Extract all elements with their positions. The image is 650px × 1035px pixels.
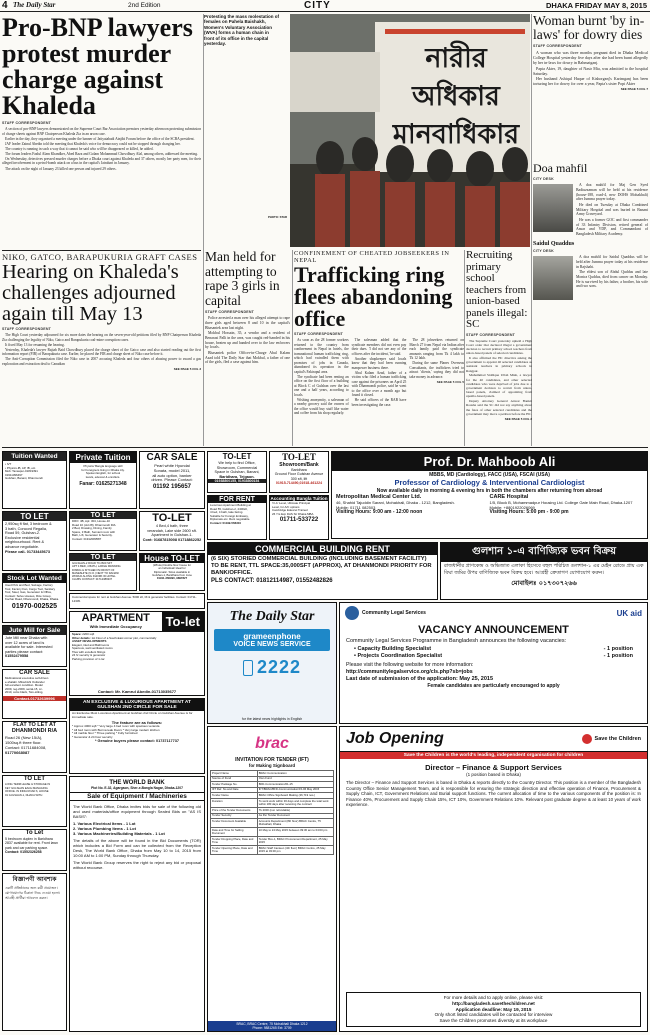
story-trafficking-col3: The 28 jobseekers returned on March 27 from Nepal via Indian after each family paid the syndicate amounts ranging from Tk 4 lakh to Tk 12 lakh. During the same Planes Overseas Consultants, the traffickers tried to attract 'clients,' saying they did not take money in advance. SEE PAGE 5 COL 5 — [409, 338, 464, 385]
brac-table-value: BRAC Office Signboard Making (26,719 nos.) — [257, 793, 333, 799]
ad-car-sale[interactable] — [139, 451, 205, 509]
brac-table-row — [211, 837, 334, 846]
ad-to-let-office-title: TO LET — [23, 776, 46, 782]
story-rape-byline: STAFF CORRESPONDENT — [205, 310, 255, 314]
ad-apartment-subtitle: With Immediate Occupancy — [89, 624, 142, 629]
story-trafficking-kicker: CONFINEMENT OF CHEATED JOBSEEKERS IN NEPAL — [294, 250, 450, 264]
brac-table-label: Date and Time for Selling Document — [211, 828, 258, 837]
ad-world-bank-address: Plot No. E-32, Agargaon, Sher-e-Bangla Nagar, Dhaka-1207 — [91, 786, 183, 790]
brac-table-value: Own Fund — [257, 776, 333, 782]
story-teachers-headline[interactable]: Recruiting primary school teachers from union-based panels illegal: SC — [466, 250, 528, 330]
ad-gulshan-bengali-body: রাজধানীর প্রাণকেন্দ্র ও অভিজাত এলাকা হিসেবে বহুল পরিচিত গুলশান-১ এর মেইন রোডে প্রায় এক বিঘা জমির উপর বাণিজ্যিক ভবন বিক্রয় হবে। আগ্রহী ক্রেতাগণ যোগাযোগ করুন। — [444, 563, 644, 576]
ad-brac-tender[interactable] — [207, 726, 337, 1032]
obituary-headline: Doa mahfil — [533, 162, 588, 175]
brac-table-label: Duration — [211, 798, 258, 807]
ad-commercial-building[interactable] — [207, 542, 438, 600]
protest-banner-text: নারীর অধিকার মানবাধিকার — [392, 43, 520, 150]
brac-table-label: Tender Security — [211, 813, 258, 819]
ad-gulshan-bengali-title: গুলশান ১-এ বাণিজ্যিক ভবন বিক্রয় — [441, 543, 647, 562]
brac-table-row — [211, 819, 334, 828]
ad-gulshan-bengali-phone: মোবাইলঃ ০১৭৩০৭২৬৬ — [511, 579, 577, 587]
story-teachers — [466, 250, 532, 446]
section-label: CITY — [304, 0, 331, 11]
uk-aid-logo: UK aid — [616, 608, 642, 618]
ad-tuition-wanted[interactable] — [2, 451, 67, 509]
ad-prof-mahboob[interactable] — [331, 451, 648, 539]
brac-table-value: 10 May to 24 May 2015 between 09:30 am to 04:00 pm — [257, 828, 333, 837]
brac-table-label: Tender Dropping Place, Date and Time — [211, 837, 258, 846]
story-trafficking — [294, 250, 464, 446]
ad-jute-mill-lines: Jute Mill near Dhaka with over 12 acres of land is available for sale. Interested parties please contact: 01552479558 — [5, 636, 53, 658]
masthead — [0, 0, 650, 12]
brac-table-label: Tender Document Available — [211, 819, 258, 828]
ad-to-let-office[interactable] — [2, 775, 67, 827]
job-tagline: Save the Children is the world's leading, independent organisation for children — [340, 752, 647, 759]
story-trafficking-col2: The salesman added that the syndicate members did not even pay their dues. 'I did not see any of the officers after the incident,' he said. Another shopkeeper said locals knew that they had been running manpower business there. Abul Kalam Azad, father of a victim who filed a human trafficking case against the prisoners on April 25 with Dhanmondi police, said he went to the office over a month ago but found it closed. He said officers of the RAB have been investigating the case. — [351, 338, 407, 407]
brac-table-value: Accounts Department (8th floor) BRAC Centre, 75 Mohakhali, Dhaka — [257, 819, 333, 828]
ad-to-let-dhanmondi-title: TO LET — [70, 512, 136, 519]
ad-community-legal[interactable] — [339, 602, 648, 724]
protest-photo — [290, 14, 530, 247]
story-rape-headline[interactable]: Man held for attempting to rape 3 girls in capital — [205, 250, 280, 308]
save-children-icon — [582, 734, 592, 744]
ad-private-tuition[interactable] — [69, 451, 137, 509]
ad-to-let-gulshan2-lines: GULSHAN-2 ROAD 79 2600 SFT APT 4 BED, 4 BATH, LARGE DRAWING DINING & KITCHEN IN FRONT OF MANESHITE (N.O.) NEXT TO DANANI WORLD ALONG DHORK ID HOTEL CLUBS CONTACT: 01712389337 — [72, 562, 121, 582]
ad-house-to-let-lines: (Whole) Double floor house for an Individual/ Ideal for Diplomatic. Sizes available in Gulshan-1, Baridhara from June 01911-360990, 9897827 — [152, 563, 192, 581]
story-dowry-headline[interactable]: Woman burnt 'by in-laws' for dowry dies — [533, 14, 645, 42]
cls-vacancy-list — [340, 645, 647, 661]
brac-table-label: Tender Package No. — [211, 782, 258, 788]
obituary-photo-2 — [533, 256, 573, 300]
ad-flat-dhanmondi-lines: Road 26 (New 15/A), 1500sq.ft three floor. Contact: 01711684008, 01770668087 — [5, 735, 47, 755]
job-title: Job Opening — [346, 730, 444, 747]
voice-news-footer: for the latest news highlights in English — [241, 717, 303, 721]
ad-for-rent-lines: Luxurious Apartment Building at Road 55, Gulshan-2, 2400sft, 4 bed, 4 bath, lake facing. Suitable for Foreign Embassy, Diplomats etc. Rent negotiable. Contact: 01199-566310 — [210, 503, 251, 525]
ad-world-bank-closing: The World Bank Group reserves the right to reject any bid or proposal without recourse. — [73, 860, 201, 870]
ad-to-let-duplex-title: To Let — [25, 830, 44, 836]
paper-name: The Daily Star — [13, 1, 56, 9]
ad-to-let-concord[interactable] — [2, 511, 67, 571]
photo-credit: PHOTO: STAR — [268, 215, 288, 219]
brac-table-row — [211, 846, 334, 855]
brac-table-label: Tender Opening Place, Date and Time — [211, 846, 258, 855]
ad-car-sale-lines: Pearl white Hyundai Sonata, model 2011, all auto option, banker driven. Please Contact: — [151, 463, 193, 483]
story-teachers-body: The Supreme Court yesterday upheld a High Court order that declared illegal a government decision to recruit primary school teachers from union-based panels of selected candidates. It also affirmed the HC directive asking the government to appoint 40 selected candidates as assistant teachers in primary schools in Rangpur. Muhammad Siddique Ullah Miah, a lawyer for the 40 candidates, and other selected candidates who were deprived of jobs due to a government decision to recruit from union-based panels, claimed of appointing from upazila-based panels. Deputy Attorney General Anwar Bankir Rousha said the SC did not say anything about the fates of other selected candidates and the government may move a petition before the HC. — [466, 338, 532, 416]
job-apply-box: For more details and to apply online, please visit: http://bangladesh.savethechildren.net Application deadline: May 19, 2015 Only short listed candidates will be contacted for interview Save the Children promotes diversity at its workplace — [346, 992, 641, 1027]
ad-flat-dhanmondi[interactable] — [2, 721, 67, 773]
brac-tender-table — [210, 770, 334, 855]
obituary-second-body: A doa mahfil for Saidul Quaddus will be held after Jumma prayer today at his residence in Rajshahi. The eldest son of Abdul Quddus and late Monira Quddus, died from cancer on Monday. He is survived by his father, a brother, his wife and two sons. — [576, 254, 648, 289]
story-trafficking-headline[interactable]: Trafficking ring flees abandoning office — [294, 262, 453, 331]
brac-footer: BRAC, BRAC Centre, 75 Mohakhali Dhaka 1212 Phone: 9881265 Ext: 3709 — [208, 1021, 336, 1031]
ad-to-let-office-lines: LONG TERM LEASE & STORAGE IN KEY GULSHAN EACH MANAGING OFFICE. IN INDIA ROAD 6, HOUSE 01 GULSHAN-1, DHAKA WITH — [5, 783, 51, 797]
ad-world-bank[interactable] — [69, 776, 205, 1032]
ad-mahboob-credentials: MBBS, MD (Cardiology), FACC (USA), FSCAI (USA) — [429, 472, 550, 478]
story-dowry — [533, 14, 648, 159]
story-niko-body: The High Court yesterday adjourned for six more dates the hearing on the seven-year-old petitions filed by BNP Chairperson Khaleda Zia challenging the legality of Niko, Gatco and Barapukuria coal-mine corruption cases. It fixed May 13 for resuming the hearing. Yesterday, Khaleda's lawyer Rajiab Baid Chowdhury placed the charge sheet of the Gatco case and also started reading out the first information report (FIR) of Barapukuria case. Earlier, he placed the FIR and charge sheet of Niko case before it. The Anti-Corruption Commission filed the Niko case in 2007 accusing Khaleda and four others of abusing power to award a gas exploration and extraction deal to Canadian — [2, 333, 201, 366]
edition-label: 2nd Edition — [128, 2, 161, 9]
ad-mahboob-name: Prof. Dr. Mahboob Ali — [332, 452, 647, 471]
story-niko-see-more[interactable]: SEE PAGE 5 COL 3 — [173, 367, 201, 372]
photo-caption-text: Protesting the mass molestation of females on Pahela Baishakh, Women's Voluntary Association (WVA) forms a human chain in front of its office in the capital yesterday. — [204, 14, 280, 47]
ad-bengali-notice[interactable] — [2, 873, 67, 1031]
cls-org: Community Legal Services — [362, 610, 426, 616]
voice-news-paper: The Daily Star — [229, 609, 315, 624]
story-niko-headline[interactable]: Hearing on Khaleda's challenges adjourned again till May 13 — [2, 261, 179, 325]
ad-mahboob-title: Professor of Cardiology & Interventional Cardiologist — [394, 478, 585, 487]
ad-car-sale-2[interactable] — [2, 669, 67, 719]
ad-private-tuition-lines: Physics/ Bangla language skill for Foreigners living in Dhaka city. Spoken English, for school levels, edexcel & enrollers. — [81, 464, 125, 479]
brac-invitation: INVITATION FOR TENDER (IFT) — [235, 757, 309, 763]
brac-table-row — [211, 828, 334, 837]
story-dowry-body: A woman who was three months pregnant died in Dhaka Medical College Hospital yesterday five days after she had been burnt allegedly by her in-laws for dowry in Rahmatganj. Papia Akter, 19, daughter of Nasir Mia, was admitted to the hospital Saturday. Her husband Ashiqul Haque of Kishorganj's Karimganj has been torturing her for dowry for over a year, Papia's sister Popi Akter — [533, 50, 648, 87]
cls-vacancy-2: • Projects Coordination Specialist - 1 position — [354, 652, 633, 659]
ad-house-to-let-title: House TO-LET — [140, 554, 204, 563]
ad-tolet-showroom[interactable] — [207, 451, 267, 493]
story-dowry-see-more[interactable]: SEE PAGE 5 COL 7 — [620, 87, 648, 92]
story-trafficking-byline: STAFF CORRESPONDENT — [294, 332, 344, 336]
voice-news-partner: grameenphone — [243, 632, 301, 641]
ad-commercial-space[interactable]: Commercial space for rent at Gulshan Avenue. 5000 sft, lift & generator facilities. Contact: 01711-12345. — [69, 593, 205, 609]
job-positions-count: (1 position based in Dhaka) — [466, 772, 521, 777]
ad-to-let-banani[interactable] — [139, 511, 205, 551]
cls-intro: Community Legal Services Programme in Bangladesh announces the following vacancies: — [346, 638, 567, 644]
cls-visit: Please visit the following website for more information: — [346, 661, 474, 668]
ad-flat-dhanmondi-title: FLAT TO LET AT DHANMONDI R/A — [11, 722, 58, 734]
story-niko-byline: STAFF CORRESPONDENT — [2, 327, 52, 331]
brac-table-label: Tender Name — [211, 793, 258, 799]
brac-table-label: Price of the Tender Documents — [211, 807, 258, 813]
ad-job-opening[interactable] — [339, 726, 648, 1032]
ad-commercial-building-body: (6 SIX) STORIED COMMERCIAL BUILDING (INCLUDING BASEMENT FACILITY) TO BE RENT, TTL SPACE:35,000SFT (APPROX), AT DHANMONDI PRIORITY FOR BANK/OFFICE. — [211, 556, 432, 576]
story-teachers-byline: STAFF CORRESPONDENT — [466, 332, 516, 337]
ad-commercial-building-contact: PLS CONTACT: 01812114987, 01552482826 — [211, 578, 333, 584]
ad-mahboob-clinic1: Metropolitan Medical Center Ltd. 46, Shahid Tajuddin Sarani, Mohakhali, Dhaka - 1212, Bangladesh. Mobile: 01711 082503 Visiting Hours: 9:00 am - 12:00 noon — [336, 494, 455, 515]
ad-to-let-concord-title: TO LET — [3, 512, 66, 521]
ad-stock-lot-lines: Used Pick and Bed, Salvage, Factory Tool, Factory Fan, Cargo Tool, Sanitary Tool, Steel, Gas, Generator & Office, Contact: Solve Houses, Rice Group, Kochar Road, Dhanmondi, Dhaka, Dhaka. — [5, 583, 59, 601]
job-url-link[interactable]: http://bangladesh.savethechildren.net — [452, 1000, 535, 1006]
ad-to-let-banani-lines: 4 Bed,4 bath, three verandah, Lake side 2600 sft. Apartment in Gulshan-1. Cont: 01687815008 01718862252 — [142, 524, 202, 542]
obituary-second-name: Saidul Quaddus — [533, 240, 575, 247]
story-bnp-headline[interactable]: Pro-BNP lawyers protest murder charge against Khaleda — [2, 15, 193, 120]
obituary-body: A doa mahfil for Maj Gen Syed Badiuzzaman will be held at his residence (house-188, road-4, new DOHS Mohakhali) after Jumma prayer today. He died on Tuesday at Dhaka Combined Military Hospital and was buried in Banani Army Graveyard. He was a former GOC and first commander of 33 Infantry Division, retired general of Ansar and VDP, and Commandant of Bangladesh Military Academy. — [576, 183, 648, 237]
ad-showroom-bank-phone: 01915-714490,01918-461224 — [275, 480, 323, 485]
story-bnp — [2, 15, 201, 247]
ad-to-let-duplex-lines: 5 bedroom duplex in Baridhara 2837 available for rent. Front lawn park and car parking space. Contact: 01552326258 — [5, 837, 58, 854]
ad-world-bank-body: The details of the above will be found in the Bid Documents (TOR) which includes a Bid Form and can be collected from the Reception Desk, The World Bank Office, Dhaka from May 10 to 14, 2015 from 10:00 AM to 1:00 PM, Sunday through Thursday. — [73, 838, 201, 858]
obituary — [533, 162, 648, 447]
story-bnp-body: A section of pro-BNP lawyers demonstrated on the Supreme Court Bar Association premises yesterday afternoon protesting submission of charge sheets against BNP Chairperson Khaleda Zia in an arson case. Earlier in the day, they organised a meeting under the banner of Jatiyatabadi Ainjibi Forum before the office of the SCBA president. JAF leader Zainul Abedin told the meeting that Khaleda's voice for democracy could not be stopped through charging her. The country is running in such a way that it cannot be said who will be disappeared or killed, he added. The forum leaders Fazlul Alam Khandker, Abed Raza and Golam Mohammad Chowdhury Alal, among others, addressed the meeting. On Wednesday, detectives pressed murder charges before a Dhaka court against Khaleda and 37 others, mostly her party men, for their alleged involvement in a petrol-bomb attack on a bus in the capital's Jatrabari in January. The attack on the night of January 23 killed one person and injured 29 others. — [2, 127, 201, 171]
cls-deadline: Last date of submission of the application: May 25, 2015 — [346, 675, 494, 682]
ad-apartment-title: APARTMENT — [81, 612, 150, 624]
story-trafficking-see-more[interactable]: SEE PAGE 5 COL 5 — [436, 380, 464, 385]
ad-to-let-dhanmondi[interactable] — [69, 511, 137, 551]
cls-vacancy-1: • Capacity Building Specialist - 1 position — [354, 645, 633, 652]
voice-news-number: 2222 — [256, 657, 302, 677]
ad-world-bank-items: 1. Various Electrical Items - 1 Lot 2. Various Plumbing Items - 1 Lot 3. Various Machineries/Building Materials - 1 Lot — [73, 821, 165, 836]
page-number: 4 — [2, 0, 8, 11]
story-dowry-byline: STAFF CORRESPONDENT — [533, 44, 583, 48]
job-body: The Director – Finance and Support Services is based in Dhaka & reports directly to the Country Director. This position is a member of the Bangladesh Country Office Senior Management Team, and is responsible for ensuring the strategic direction and effective operation of Finance, Procurement & Supply Chain, ICT, Government Relations and Burial support functions. The current allocation of time to the various components of the position is: In Finance 40%, Procurement and Supply Chain 15%, ICT 10%, Government Relations 10%. Relevant post graduate degree & at least 10 years of work experience. — [346, 780, 641, 808]
brac-table-value: Tk 2000 (non refundable) — [257, 807, 333, 813]
ad-mahboob-availability: Now available daily in morning & evening hrs in both the chambers after returning from abroad — [376, 488, 603, 494]
ad-accounting-phone: 01711-533722 — [279, 517, 319, 523]
ad-to-let-concord-lines: 2,950sq ft flat, 3 bedroom & 3 bath, Concord Regalia, Road 59, Gulshan-2. Exclusive residential neighbourhood. Rent & advance negotiable. Please call- 01733445673 — [5, 522, 52, 554]
ad-tolet-showroom-lines: We help to find Office, Showroom, Commercial Space in Gulshan, Banani, Baridhara, Tejgaon. — [214, 461, 260, 479]
ad-tolet-showroom-title: TO-LET — [222, 452, 252, 461]
ad-stock-lot[interactable] — [2, 573, 67, 623]
story-niko-kicker: NIKO, GATCO, BARAPUKURIA GRAFT CASES — [2, 252, 198, 262]
ad-to-let-gulshan2[interactable] — [69, 553, 137, 591]
ad-accounting-title: Accounting Bangla Tuition — [270, 496, 328, 501]
ad-mahboob-clinic2: CARE Hospital 1/5, Block B, Mohammadpur Housing Ltd. College Gate Main Road, Dhaka-1207 Mobile: +8801922026069 Visiting Hours: 5:00 pm - 9:00 pm — [489, 494, 633, 515]
job-org: Save the Children — [594, 736, 641, 742]
ad-gulshan-apartment-title: AN EXCLUSIVE & LUXURIOUS APARTMENT AT GULSHAN 2ND CIRCLE FOR SALE — [70, 699, 204, 711]
brac-table-value: As Per Tender Document — [257, 813, 333, 819]
brac-table-value: BRAC Communication — [257, 771, 333, 777]
story-trafficking-col1: As soon as the 28 former workers returned to the country from confinement in Nepal in hotels, the transnational human trafficking ring, which had swindled them with promises of jobs in Canada, abandoned its operation in the capital's Fakirapul area. The syndicate had been renting an office on the first floor of a building at Block C of Gulshan over the last one and a half years, according to locals. Wishing anonymity, a salesman of a nearby grocery said the owners of the office would buy stuff like water and coffee from his shop regularly. — [294, 338, 349, 416]
ad-for-rent[interactable] — [207, 495, 267, 540]
ad-gulshan-apartment-features-title: The feature are as follows: — [111, 720, 163, 725]
ad-private-tuition-phone: Fanar: 01625271348 — [79, 481, 127, 487]
ad-apartment-contact: Contact: Mr. Kamrul Abedin-01713035677 — [97, 689, 177, 694]
ad-house-to-let[interactable] — [139, 553, 205, 591]
ad-gulshan-apartment-intro: An Exclusive Most Luxurious Apartment at Gulshan 2nd Circle on Gulshan Avenue is for immediate sale. — [72, 711, 193, 719]
ad-world-bank-org: THE WORLD BANK — [109, 780, 165, 786]
ad-to-let-dhanmondi-lines: DRO: 4B, Apt: 304, House-10 Road 10 (old 28), Dhanmondi R/A 2 Bed, Drawing, Dining, Family Space, 3 Bath, Servant room with Bath, Lift, Generator & Security. Contact: 01912083587 — [72, 519, 116, 541]
ad-tuition-wanted-title: Tuition Wanted — [3, 452, 66, 461]
ad-car-sale-2-phone: Contact-01732639996 — [3, 696, 66, 701]
ad-stock-lot-title: Stock Lot Wanted — [3, 574, 66, 583]
brac-table-value: BFD-Communication/01-15 — [257, 782, 333, 788]
ad-apartment[interactable] — [69, 611, 205, 696]
ad-world-bank-title: Sale of Equipment / Machineries — [70, 792, 204, 801]
ad-car-sale-phone: 01192 195657 — [152, 484, 192, 491]
ad-jute-mill[interactable] — [2, 625, 67, 667]
ad-showroom-bank-subtitle: Showroom/Bank — [279, 462, 319, 468]
voice-news-service: VOICE NEWS SERVICE — [233, 641, 311, 648]
ad-jute-mill-title: Jute Mill for Sale — [3, 626, 66, 635]
ad-showroom-bank[interactable] — [269, 451, 329, 493]
ad-showroom-bank-lines: Baridhara Ground Floor Gulshan Avenue 300 sft, lift — [274, 468, 324, 481]
ad-gulshan-bengali[interactable] — [440, 542, 648, 600]
ad-gulshan-apartment-features: * Approx 4000 sqft * Very large 4 bed room with spacious veranda * All bed room with Burma teak Doors * Very large modern kitchen * All marble floor * Three parking * Fully furnished * Generator & 24 hour security — [72, 724, 160, 739]
brac-table-value: BRAC Staff Canteen (4th floor) BRAC Centre, 25 May 2015 at 03:00 pm — [257, 846, 333, 855]
dateline: DHAKA FRIDAY MAY 8, 2015 — [545, 1, 647, 10]
cls-title: VACANCY ANNOUNCEMENT — [418, 624, 569, 636]
ad-stock-lot-phone: 01970-002525 — [11, 602, 58, 610]
ad-accounting[interactable] — [269, 495, 329, 540]
brac-table-value: Tender Box-1, BRAC Procurement Department, 25 May 2015 — [257, 837, 333, 846]
brac-table-label: Source of Fund — [211, 776, 258, 782]
photo-caption — [204, 14, 280, 124]
obituary-second-byline: CITY DESK — [533, 248, 554, 253]
ad-tolet-showroom-phone: 01938800155, 01938800154 — [208, 479, 266, 483]
ad-gulshan-apartment[interactable] — [69, 698, 205, 774]
brac-subtitle: for Making Signboard — [248, 763, 296, 768]
ad-voice-news[interactable] — [207, 602, 337, 724]
phone-icon — [243, 660, 253, 676]
ad-for-rent-title: FOR RENT — [208, 496, 266, 503]
ad-to-let-gulshan2-title: TO LET — [70, 554, 136, 561]
ad-gulshan-apartment-price: * Genuine buyers please contact: 01737117737 — [95, 739, 179, 743]
brac-table-value: IFT/BRAC/BFD-Communication/15-06 May 2015 — [257, 787, 333, 793]
obituary-byline: CITY DESK — [533, 177, 554, 181]
ad-world-bank-intro: The World Bank Office, Dhaka invites bids for sale of the following old and used materials/office equipment through Sealed Bids on "AS IS BASIS": — [73, 804, 201, 819]
ad-accounting-lines: 'O-A' Level, Ultimate Principal Level, for A/C options Cambridge Edexcel Trained 26 Yrs Exp DAS Sir Dhaka MBA — [272, 501, 314, 516]
story-niko — [2, 252, 201, 445]
ad-car-sale-2-title: CAR SALE — [19, 670, 50, 676]
brac-table-label: Project Name — [211, 771, 258, 777]
ad-to-let-duplex[interactable] — [2, 829, 67, 871]
ad-bengali-notice-lines: একটি প্রতিষ্ঠানের জন্য কর্মী প্রয়োজন। যোগাযোগের ঠিকানা নিচে দেওয়া হলো। আগ্রহী প্রার্থীরা আবেদন করুন। — [5, 886, 61, 900]
ad-apartment-tolet: To-let — [162, 612, 204, 631]
obituary-photo-1 — [533, 184, 573, 232]
brac-table-label: IFT Ref. No and Date — [211, 787, 258, 793]
ad-to-let-banani-title: TO-LET — [152, 512, 192, 524]
story-teachers-see-more[interactable]: SEE PAGE 5 COL 2 — [504, 416, 532, 421]
brac-table-value: To work work within 30 days and complete the total work within 180 days after receiving the contract — [257, 798, 333, 807]
cls-url-link[interactable]: http://communitylegalservice.org/cls.php?sb=jobs — [346, 668, 473, 675]
ad-car-sale-2-lines: Multinational executive self-driven e-shalabi. Mitsubishi Outlander full excellent condition. Model 2009, reg-2009, serial-15, cc- 2010, color-black, Two-sitting, — [5, 676, 49, 694]
brac-logo: brac — [255, 735, 289, 752]
ad-private-tuition-title: Private Tuition — [70, 452, 136, 463]
ad-tuition-wanted-lines: • IVT • Physics-IB, AP, IB, etc. Mob: Tanaspur-01819391 01911396497 Gulshan, Banani, Dhanmondi — [5, 462, 43, 480]
ad-showroom-bank-title: TO-LET — [282, 452, 316, 462]
job-position: Director – Finance & Support Services — [425, 763, 562, 772]
story-rape — [205, 250, 290, 446]
ad-bengali-notice-title: বিজ্ঞাপণী আবশ্যক — [12, 876, 57, 883]
ad-commercial-building-title: COMMERCIAL BUILDING RENT — [208, 543, 437, 555]
story-bnp-byline: STAFF CORRESPONDENT — [2, 121, 52, 125]
cls-logo-icon — [345, 606, 359, 620]
ad-car-sale-title: CAR SALE — [146, 452, 198, 463]
story-rape-body: Police arrested a man over his alleged attempt to rape three girls aged between 8 and 10 in the capital's Bhasantek area last night. Mokbul Hossain, 35, a vendor and a resident of Benarasi Palli in the area, was caught red-handed in his house, beaten up and handed over to the law enforcers by locals. Bhasantek police Officer-in-Charge Abul Kalam Azad told The Daily Star that Mokbul, a father of one of the girls, fled a case against him. — [205, 316, 290, 365]
ad-apartment-details: Space: 2200 sqft Other details: 1st Floor of a South-East corner plot, commercially ASSET DEVELOPMENTS Elegant, tiled and Bathrooms Spacious, well-ventilated rooms Tiles with excellent fittings 24 hr security & generator Parking provision of 1 car — [72, 632, 157, 661]
brac-table-row — [211, 798, 334, 807]
cls-note: Female candidates are particularly encouraged to apply — [427, 682, 560, 689]
